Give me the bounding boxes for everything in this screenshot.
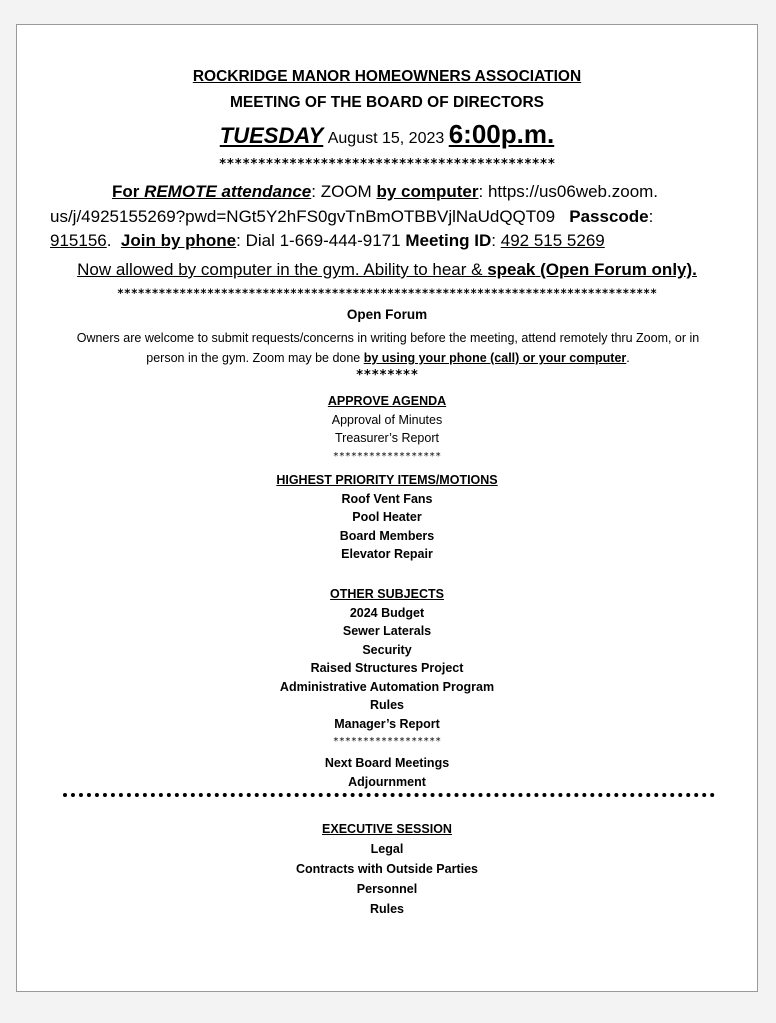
- gym-attendance-note: Now allowed by computer in the gym. Ability to hear & speak (Open Forum only).: [77, 260, 697, 279]
- closing-item: Next Board Meetings: [324, 756, 450, 770]
- meeting-date: August 15, 2023: [327, 130, 445, 147]
- executive-session-section: [17, 819, 757, 919]
- document-page: [16, 24, 758, 992]
- meeting-day: TUESDAY: [219, 123, 324, 148]
- star-divider-short: ********: [355, 368, 419, 383]
- association-title: ROCKRIDGE MANOR HOMEOWNERS ASSOCIATION: [192, 68, 582, 85]
- star-divider: *******************************************: [218, 157, 556, 172]
- executive-item: Personnel: [356, 882, 418, 896]
- approve-agenda-section: [17, 392, 757, 466]
- approve-agenda-title: APPROVE AGENDA: [327, 394, 447, 408]
- star-divider-small: ******************: [332, 450, 442, 462]
- open-forum-title: Open Forum: [346, 307, 428, 322]
- priority-item: Pool Heater: [352, 510, 422, 524]
- remote-label: For REMOTE attendance: [111, 182, 312, 201]
- by-computer-label: by computer: [376, 182, 479, 201]
- zoom-url-part1[interactable]: https://us06web.zoom.: [487, 182, 659, 201]
- priority-section: [17, 471, 757, 564]
- other-item: Security: [362, 642, 412, 657]
- other-item: 2024 Budget: [349, 605, 425, 620]
- zoom-text: ZOOM: [320, 182, 372, 201]
- agenda-item: Treasurer’s Report: [335, 431, 439, 445]
- other-item: Rules: [369, 698, 405, 712]
- join-by-phone-label: Join by phone: [120, 231, 237, 250]
- other-item: Raised Structures Project: [310, 661, 464, 675]
- other-item: Administrative Automation Program: [279, 679, 495, 694]
- star-divider-small: ******************: [332, 736, 442, 747]
- priority-item: Roof Vent Fans: [341, 491, 433, 506]
- executive-item: Contracts with Outside Parties: [296, 862, 478, 876]
- priority-title: HIGHEST PRIORITY ITEMS/MOTIONS: [276, 473, 498, 487]
- remote-attendance-info: For REMOTE attendance: ZOOM by computer: https://us06web.zoom. us/j/4925155269?pwd=NGt5Y2hFS0gvTnBmOTBBVjlNaUdQQT09 Passcode: 915156. Join by phone: Dial 1-669-444-9171 Meeting ID: 492 515 5269: [50, 182, 659, 250]
- executive-item: Rules: [369, 902, 405, 916]
- open-forum-body: Owners are welcome to submit requests/concerns in writing before the meeting, attend remotely thru Zoom, or in person in the gym. Zoom may be done by using your phone (call) or your computer.: [76, 331, 700, 365]
- meeting-title: MEETING OF THE BOARD OF DIRECTORS: [229, 94, 545, 111]
- agenda-item: Approval of Minutes: [331, 412, 443, 427]
- passcode-label: Passcode: [569, 206, 649, 226]
- meeting-id-value: 492 515 5269: [500, 231, 605, 250]
- other-item: Manager’s Report: [334, 716, 440, 731]
- passcode-value: 915156: [50, 231, 107, 250]
- other-item: Sewer Laterals: [342, 624, 432, 638]
- meeting-time: 6:00p.m.: [448, 119, 555, 149]
- closing-item: Adjournment: [348, 774, 426, 789]
- dial-number: Dial 1-669-444-9171: [245, 231, 401, 250]
- other-subjects-title: OTHER SUBJECTS: [330, 587, 444, 601]
- executive-item: Legal: [370, 842, 404, 856]
- closing-section: [17, 754, 757, 791]
- other-subjects-section: [17, 585, 757, 752]
- meeting-id-label: Meeting ID: [405, 231, 492, 250]
- priority-item: Elevator Repair: [341, 547, 433, 561]
- priority-item: Board Members: [339, 528, 435, 543]
- executive-session-title: EXECUTIVE SESSION: [322, 822, 452, 836]
- dotted-separator: [63, 793, 715, 797]
- meeting-date-line: [17, 119, 757, 150]
- zoom-url-part2[interactable]: us/j/4925155269?pwd=NGt5Y2hFS0gvTnBmOTBBVjlNaUdQQT09: [50, 206, 556, 226]
- star-divider-long: ******************************************************************************: [116, 286, 658, 300]
